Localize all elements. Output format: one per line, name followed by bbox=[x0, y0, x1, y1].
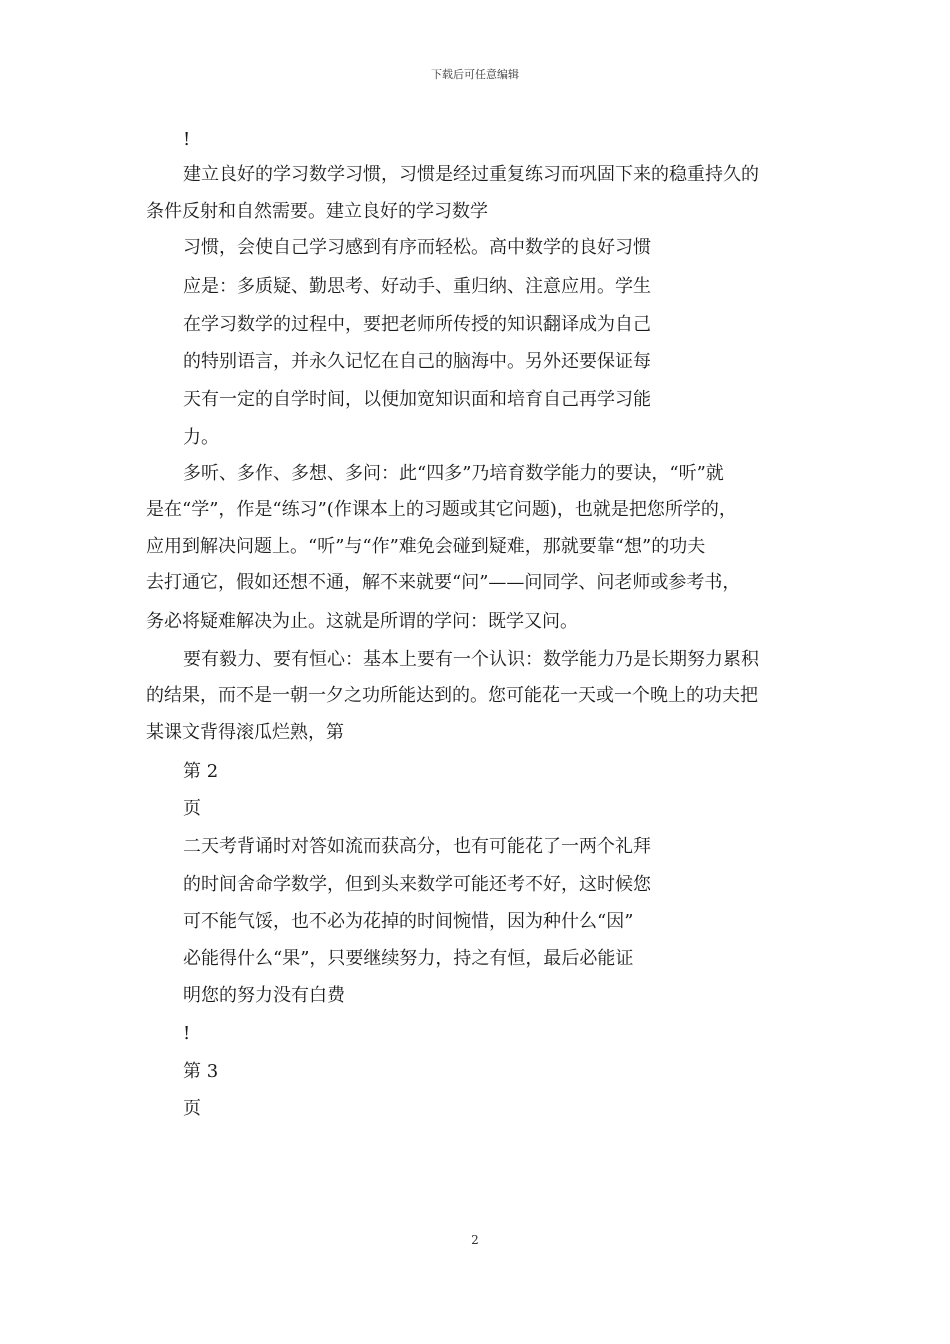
text-line: 在学习数学的过程中，要把老师所传授的知识翻译成为自己 bbox=[183, 314, 651, 335]
text-line: 天有一定的自学时间，以便加宽知识面和培育自己再学习能 bbox=[183, 389, 651, 410]
text-line: 习惯，会使自己学习感到有序而轻松。高中数学的良好习惯 bbox=[183, 237, 651, 258]
text-line: 页 bbox=[183, 798, 201, 819]
page-header: 下载后可任意编辑 bbox=[431, 68, 519, 81]
text-line: 应用到解决问题上。“听”与“作”难免会碰到疑难，那就要靠“想”的功夫 bbox=[146, 536, 706, 557]
text-line: 要有毅力、要有恒心：基本上要有一个认识：数学能力乃是长期努力累积 bbox=[183, 649, 759, 670]
text-line: 应是：多质疑、勤思考、好动手、重归纳、注意应用。学生 bbox=[183, 276, 651, 297]
page-number: 2 bbox=[471, 1233, 479, 1247]
text-line: 明您的努力没有白费 bbox=[183, 985, 345, 1006]
text-line: 的时间舍命学数学，但到头来数学可能还考不好，这时候您 bbox=[183, 874, 651, 895]
text-line: 力。 bbox=[183, 427, 219, 448]
text-line: 某课文背得滚瓜烂熟，第 bbox=[146, 722, 344, 743]
text-line: 条件反射和自然需要。建立良好的学习数学 bbox=[146, 201, 488, 222]
text-line: 建立良好的学习数学习惯，习惯是经过重复练习而巩固下来的稳重持久的 bbox=[183, 164, 759, 185]
text-line: 页 bbox=[183, 1098, 201, 1119]
text-line: 的特别语言，并永久记忆在自己的脑海中。另外还要保证每 bbox=[183, 351, 651, 372]
text-line: 第 2 bbox=[183, 761, 219, 782]
text-line: 第 3 bbox=[183, 1061, 219, 1082]
text-line: ! bbox=[183, 1023, 191, 1044]
text-line: 务必将疑难解决为止。这就是所谓的学问：既学又问。 bbox=[146, 611, 578, 632]
text-line: 的结果，而不是一朝一夕之功所能达到的。您可能花一天或一个晚上的功夫把 bbox=[146, 685, 758, 706]
text-line: ! bbox=[183, 129, 191, 150]
text-line: 是在“学”，作是“练习”(作课本上的习题或其它问题)，也就是把您所学的， bbox=[146, 499, 737, 520]
text-line: 二天考背诵时对答如流而获高分，也有可能花了一两个礼拜 bbox=[183, 836, 651, 857]
text-line: 多听、多作、多想、多问：此“四多”乃培育数学能力的要诀，“听”就 bbox=[183, 463, 724, 484]
text-line: 可不能气馁，也不必为花掉的时间惋惜，因为种什么“因” bbox=[183, 911, 634, 932]
text-line: 必能得什么“果”，只要继续努力，持之有恒，最后必能证 bbox=[183, 948, 634, 969]
text-line: 去打通它，假如还想不通，解不来就要“问”——问同学、问老师或参考书， bbox=[146, 572, 741, 593]
